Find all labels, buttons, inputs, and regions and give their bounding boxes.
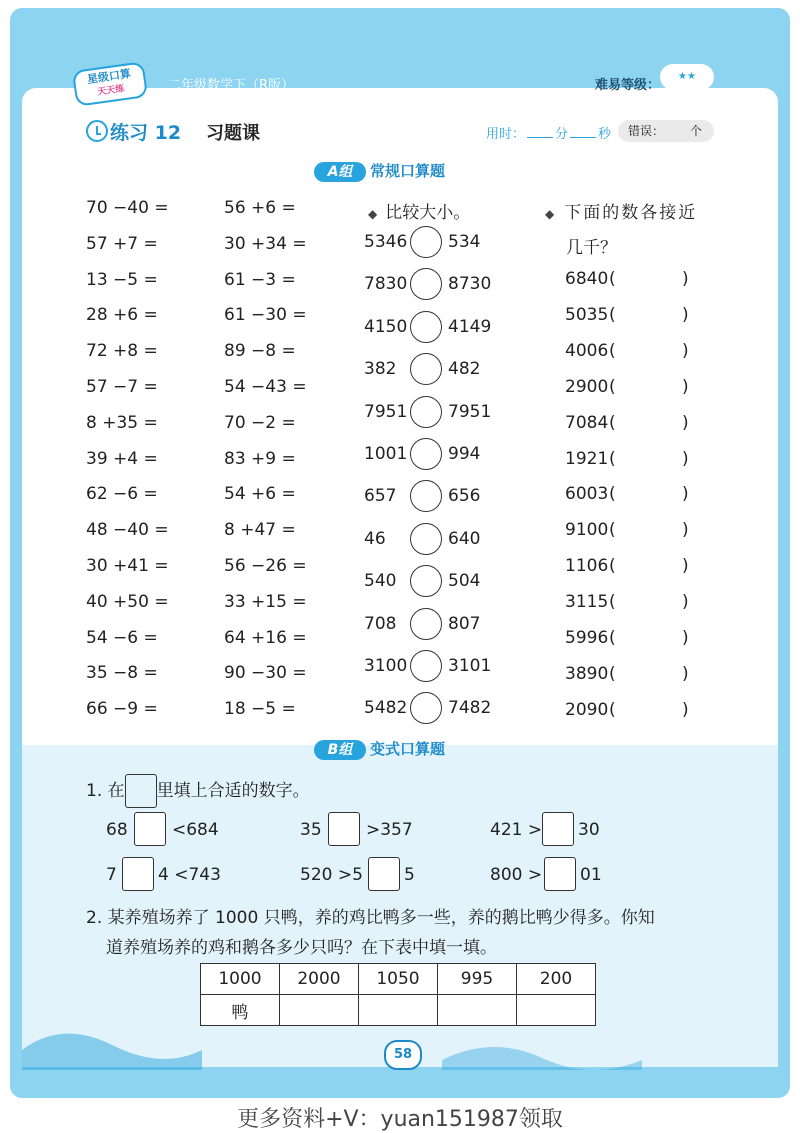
- bullet-icon: ◆: [545, 207, 557, 221]
- arith-problem: 28 +6 =: [86, 305, 158, 326]
- fill-post: 01: [580, 865, 602, 885]
- arith-problem: 57 −7 =: [86, 377, 158, 397]
- paren-close: ): [682, 412, 689, 433]
- fill-post: 5: [404, 865, 415, 885]
- paren-open: (: [609, 412, 616, 433]
- time-label: 用时：: [486, 127, 526, 142]
- compare-left: 5346: [364, 232, 408, 252]
- compare-title: 比较大小。: [385, 203, 471, 223]
- approx-number: 2900: [565, 376, 609, 397]
- paren-close: ): [682, 304, 689, 325]
- difficulty-label: 难易等级：: [595, 78, 661, 93]
- approx-number: 1921: [565, 448, 609, 469]
- fill-box[interactable]: [134, 812, 166, 846]
- compare-left: 657: [364, 486, 397, 507]
- compare-left: 540: [364, 571, 397, 592]
- section-b-title: 变式口算题: [370, 740, 446, 758]
- approx-answer-blank[interactable]: [622, 449, 678, 469]
- arith-problem: 83 +9 =: [224, 448, 296, 469]
- approx-number: 1106: [565, 556, 609, 577]
- paren-open: (: [609, 592, 616, 613]
- answer-cell[interactable]: [517, 995, 596, 1026]
- arith-problem: 61 −3 =: [224, 269, 296, 290]
- compare-left: 7830: [364, 274, 408, 295]
- answer-table: [200, 963, 596, 1026]
- compare-left: 3100: [364, 656, 408, 676]
- paren-close: ): [682, 484, 689, 505]
- section-b-badge: B组: [314, 740, 366, 760]
- paren-close: ): [682, 556, 689, 577]
- compare-left: 5482: [364, 698, 408, 719]
- compare-circle[interactable]: [410, 353, 442, 385]
- approx-answer-blank[interactable]: [622, 269, 678, 289]
- arith-problem: 8 +47 =: [224, 520, 296, 541]
- table-cell: 200: [517, 964, 596, 995]
- logo-line2: 天天练: [96, 84, 126, 98]
- compare-circle[interactable]: [410, 226, 442, 258]
- arith-problem: 70 −40 =: [86, 198, 169, 218]
- minutes-label: 分: [555, 127, 569, 142]
- arith-problem: 70 −2 =: [224, 412, 296, 433]
- arith-problem: 90 −30 =: [224, 663, 307, 684]
- fill-pre: 421 >: [490, 820, 543, 840]
- paren-open: (: [609, 484, 616, 505]
- table-cell: 1000: [201, 964, 280, 995]
- approx-answer-blank[interactable]: [622, 520, 678, 540]
- fill-box[interactable]: [544, 857, 576, 891]
- compare-left: 708: [364, 613, 397, 634]
- approx-title-2: 几千？: [566, 238, 617, 258]
- arith-problem: 30 +34 =: [224, 233, 307, 254]
- approx-number: 6003: [565, 484, 609, 505]
- approx-number: 2090: [565, 699, 609, 720]
- approx-answer-blank[interactable]: [622, 413, 678, 433]
- errors-label: 错误：: [628, 124, 665, 138]
- arith-problem: 57 +7 =: [86, 233, 158, 254]
- compare-right: 534: [448, 232, 481, 252]
- book-subtitle: 二年级数学下（R版）: [168, 78, 295, 93]
- arith-problem: 54 +6 =: [224, 484, 296, 505]
- arith-problem: 54 −6 =: [86, 627, 158, 648]
- approx-number: 7084: [565, 412, 609, 433]
- approx-answer-blank[interactable]: [622, 484, 678, 504]
- compare-circle[interactable]: [410, 650, 442, 682]
- paren-open: (: [609, 556, 616, 577]
- paren-close: ): [682, 699, 689, 720]
- paren-close: ): [682, 663, 689, 684]
- approx-answer-blank[interactable]: [622, 377, 678, 397]
- approx-heading: [545, 198, 697, 223]
- footer-watermark: 更多资料+V：yuan151987领取: [237, 1107, 563, 1132]
- approx-answer-blank[interactable]: [622, 305, 678, 325]
- fill-pre: 800 >: [490, 865, 543, 885]
- seconds-label: 秒: [598, 127, 612, 142]
- approx-answer-blank[interactable]: [622, 341, 678, 361]
- arith-problem: 72 +8 =: [86, 341, 158, 362]
- example-box: [125, 774, 157, 808]
- compare-circle[interactable]: [410, 523, 442, 555]
- table-row: [201, 964, 596, 995]
- fill-post: 30: [578, 820, 600, 840]
- section-a-badge: A组: [314, 162, 366, 182]
- seconds-blank[interactable]: [570, 125, 596, 138]
- compare-left: 46: [364, 528, 386, 549]
- approx-number: 5996: [565, 628, 609, 648]
- approx-number: 6840: [565, 269, 609, 289]
- fill-pre: 35: [300, 820, 322, 840]
- approx-answer-blank[interactable]: [622, 556, 678, 576]
- compare-circle[interactable]: [410, 311, 442, 343]
- bullet-icon: ◆: [368, 207, 378, 221]
- approx-answer-blank[interactable]: [622, 664, 678, 684]
- fill-pre: 68: [106, 820, 128, 840]
- table-cell: 2000: [280, 964, 359, 995]
- fill-post: >357: [366, 820, 413, 840]
- compare-right: 656: [448, 486, 481, 507]
- approx-number: 3115: [565, 592, 609, 613]
- compare-left: 7951: [364, 401, 408, 422]
- approx-title-1: 下面的数各接近: [564, 203, 698, 223]
- arith-problem: 56 −26 =: [224, 556, 307, 576]
- fill-post: <684: [172, 820, 219, 840]
- section-b-heading: [314, 738, 445, 760]
- paren-open: (: [609, 376, 616, 397]
- paren-close: ): [682, 448, 689, 469]
- arith-problem: 33 +15 =: [224, 591, 307, 612]
- lesson-title: 习题课: [206, 123, 260, 144]
- section-a-title: 常规口算题: [370, 162, 446, 180]
- arith-problem: 56 +6 =: [224, 198, 296, 218]
- paren-close: ): [682, 628, 689, 648]
- paren-open: (: [609, 269, 616, 289]
- compare-right: 482: [448, 359, 481, 380]
- q2-text-1: 某养殖场养了 1000 只鸭，养的鸡比鸭多一些，养的鹅比鸭少得多。你知: [107, 908, 655, 928]
- errors-unit: 个: [689, 124, 702, 138]
- paren-open: (: [609, 448, 616, 469]
- approx-number: 4006: [565, 340, 609, 361]
- compare-right: 994: [448, 444, 481, 464]
- fill-box[interactable]: [328, 812, 360, 846]
- answer-cell[interactable]: [359, 995, 438, 1026]
- compare-circle[interactable]: [410, 565, 442, 597]
- arith-problem: 18 −5 =: [224, 699, 296, 720]
- compare-right: 3101: [448, 656, 492, 676]
- arith-problem: 64 +16 =: [224, 627, 307, 648]
- arith-problem: 39 +4 =: [86, 448, 158, 469]
- compare-right: 7482: [448, 698, 492, 719]
- compare-circle[interactable]: [410, 608, 442, 640]
- q2-text-2: 道养殖场养的鸡和鹅各多少只吗？在下表中填一填。: [106, 938, 497, 958]
- fill-post: 4 <743: [158, 865, 221, 885]
- compare-right: 504: [448, 571, 481, 592]
- arith-problem: 66 −9 =: [86, 699, 158, 720]
- paren-open: (: [609, 663, 616, 684]
- compare-right: 7951: [448, 401, 492, 422]
- paren-open: (: [609, 520, 616, 541]
- lesson-number: 练习 12: [110, 122, 182, 144]
- compare-right: 8730: [448, 274, 492, 295]
- arith-problem: 30 +41 =: [86, 556, 169, 576]
- paren-open: (: [609, 699, 616, 720]
- paren-close: ): [682, 269, 689, 289]
- question-1: [86, 774, 310, 808]
- answer-cell[interactable]: [280, 995, 359, 1026]
- clock-icon: [86, 120, 108, 142]
- fill-box[interactable]: [368, 857, 400, 891]
- arith-problem: 54 −43 =: [224, 377, 307, 397]
- compare-right: 4149: [448, 316, 492, 337]
- compare-heading: [368, 198, 470, 223]
- compare-left: 1001: [364, 444, 408, 464]
- paren-open: (: [609, 340, 616, 361]
- table-cell: 鸭: [201, 995, 280, 1026]
- fill-pre: 520 >5: [300, 865, 363, 885]
- approx-answer-blank[interactable]: [622, 628, 678, 648]
- q1-pre: 在: [107, 781, 125, 801]
- fill-box[interactable]: [542, 812, 574, 846]
- approx-number: 5035: [565, 304, 609, 325]
- difficulty-stars: ★★: [660, 64, 714, 90]
- arith-problem: 40 +50 =: [86, 591, 169, 612]
- approx-answer-blank[interactable]: [622, 592, 678, 612]
- compare-right: 807: [448, 613, 481, 634]
- q1-post: 里填上合适的数字。: [156, 781, 310, 801]
- q1-number: 1.: [86, 781, 103, 801]
- minutes-blank[interactable]: [527, 125, 553, 138]
- arith-problem: 13 −5 =: [86, 269, 158, 290]
- answer-cell[interactable]: [438, 995, 517, 1026]
- arith-problem: 48 −40 =: [86, 520, 169, 541]
- compare-right: 640: [448, 528, 481, 549]
- compare-left: 4150: [364, 316, 408, 337]
- approx-number: 3890: [565, 663, 609, 684]
- arith-problem: 8 +35 =: [86, 412, 158, 433]
- arith-problem: 62 −6 =: [86, 484, 158, 505]
- error-count-box[interactable]: [618, 120, 714, 142]
- compare-circle[interactable]: [410, 438, 442, 470]
- fill-pre: 7: [106, 865, 117, 885]
- approx-number: 9100: [565, 520, 609, 541]
- table-row: [201, 995, 596, 1026]
- arith-problem: 61 −30 =: [224, 305, 307, 326]
- table-cell: 995: [438, 964, 517, 995]
- approx-answer-blank[interactable]: [622, 700, 678, 720]
- compare-left: 382: [364, 359, 397, 380]
- paren-close: ): [682, 340, 689, 361]
- page-number: 58: [384, 1040, 422, 1070]
- time-used: [486, 123, 611, 142]
- paren-open: (: [609, 304, 616, 325]
- section-a-heading: [314, 160, 445, 182]
- arith-problem: 35 −8 =: [86, 663, 158, 684]
- question-2-line-1: [86, 903, 655, 928]
- fill-box[interactable]: [122, 857, 154, 891]
- paren-close: ): [682, 376, 689, 397]
- compare-circle[interactable]: [410, 396, 442, 428]
- table-cell: 1050: [359, 964, 438, 995]
- logo-line1: 星级口算: [86, 67, 132, 87]
- q2-number: 2.: [86, 908, 103, 928]
- paren-open: (: [609, 628, 616, 648]
- arith-problem: 89 −8 =: [224, 341, 296, 362]
- paren-close: ): [682, 592, 689, 613]
- paren-close: ): [682, 520, 689, 541]
